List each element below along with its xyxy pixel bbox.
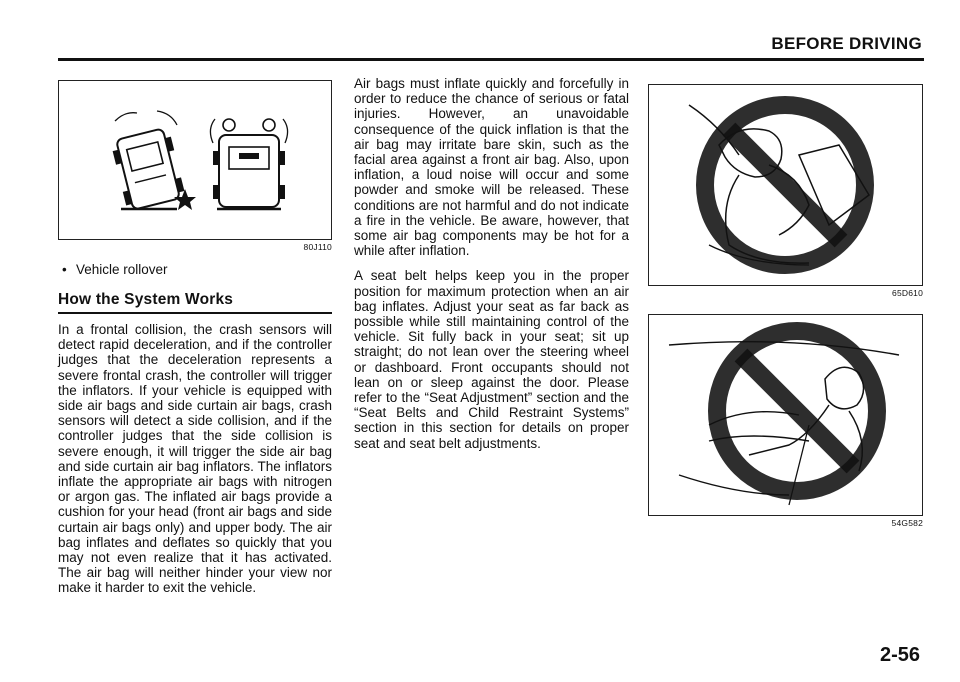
body-paragraph-2: A seat belt helps keep you in the proper position for maximum protection when an air bag inflates. Adjust your seat as far back as possible while still maintaining control of the vehicle. Sit fully back in your seat; sit up straight; do not lean over the steering wheel or dashboard. Front occupants should not lean on or sleep against the door. Please refer to the “Seat Adjustment” section and the “Seat Belts and Child Restraint Systems” section in this section for details on proper seat and seat belt adjustments. [354,268,629,451]
header-rule [58,58,924,61]
page-number: 2-56 [879,644,920,666]
door-leaning-figure [648,314,923,516]
section-title: How the System Works [58,291,332,314]
figure-code: 80J110 [303,242,332,252]
column-middle [354,76,629,451]
body-paragraph-1: Air bags must inflate quickly and forcefully in order to reduce the chance of serious or fatal injuries. However, an unavoidable consequence of the quick inflation is that the air bag may irritate bare skin, such as the facial area against a front air bag. Also, upon inflation, a loud noise will occur and some powder and smoke will be released. These conditions are not harmful and do not indicate a fire in the vehicle. Be aware, however, that some air bag components may be hot for a while after inflation. [354,76,629,259]
body-paragraph: In a frontal collision, the crash sensors will detect rapid deceleration, and if the controller judges that the deceleration represents a severe frontal crash, the controller will trigger the inflators. If your vehicle is equipped with side air bags and side curtain air bags, crash sensors will detect a side collision, and if the controller judges that the side collision is severe enough, it will trigger the side air bag and side curtain air bag inflators. The inflators inflate the appropriate air bags with nitrogen or argon gas. The inflated air bags provide a cushion for your head (front air bags and side curtain air bags only) and upper body. The air bag inflates and deflates so quickly that you may not even realize that it has activated. The air bag will neither hinder your view nor make it harder to exit the vehicle. [58,322,332,596]
figure-code: 65D610 [892,288,923,298]
figure-code: 54G582 [891,518,923,528]
bullet-text: Vehicle rollover [76,262,168,277]
leaning-driver-illustration [649,85,922,283]
door-leaning-illustration [649,315,922,513]
rollover-figure [58,80,332,240]
column-right [648,84,923,528]
rollover-illustration [59,81,331,237]
column-left [58,80,332,596]
page-header-title: BEFORE DRIVING [771,34,922,53]
bullet-icon: • [62,262,67,277]
leaning-driver-figure [648,84,923,286]
list-item [58,262,332,277]
